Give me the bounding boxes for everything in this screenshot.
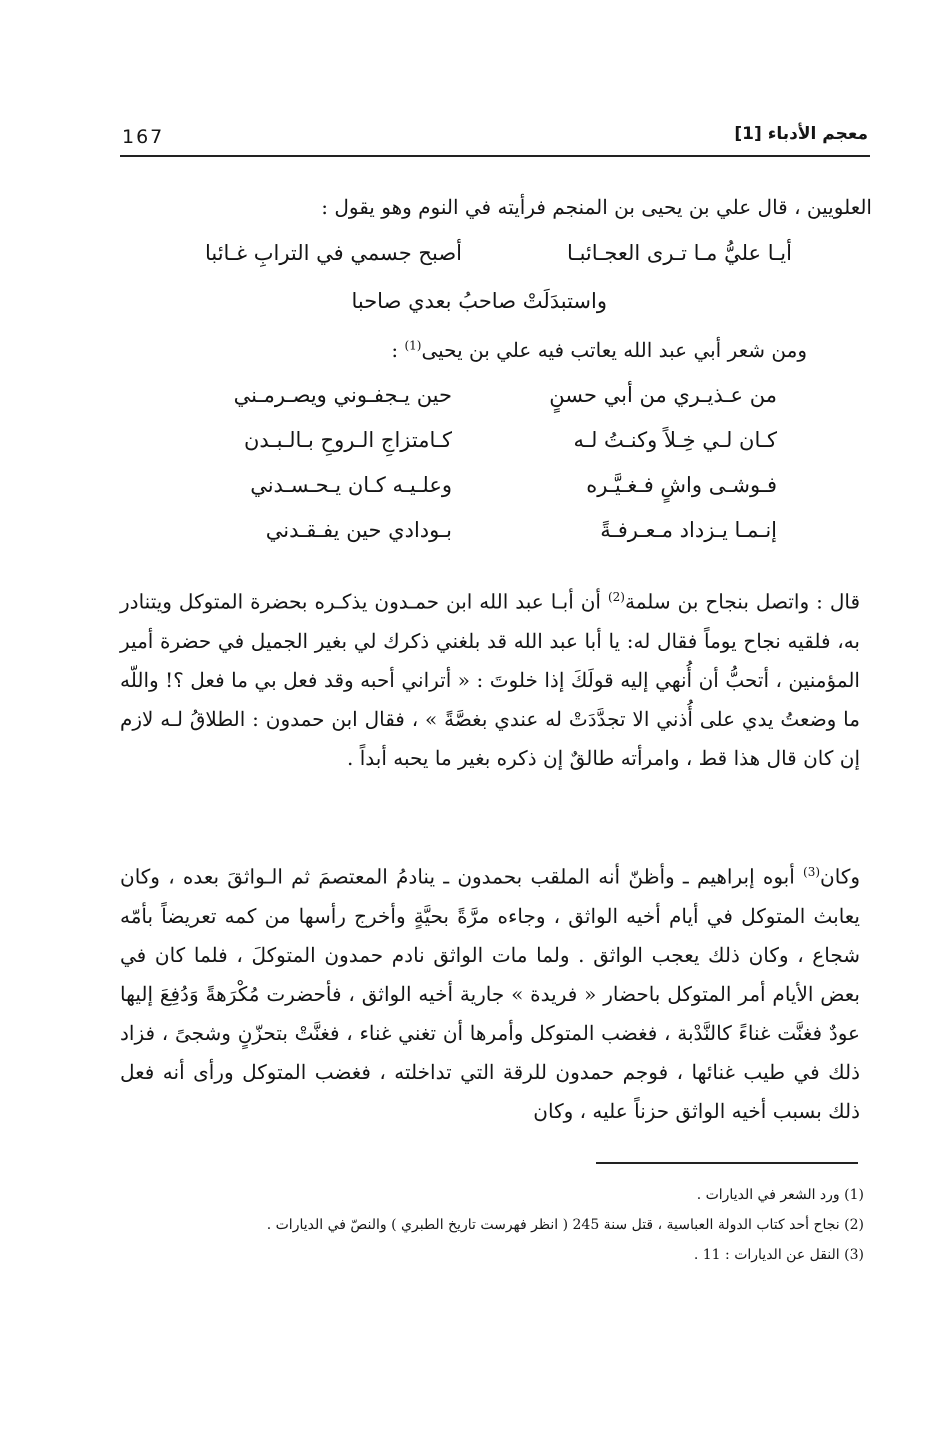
intro2-colon: : xyxy=(391,338,405,362)
intro-line: العلويين ، قال علي بن يحيى بن المنجم فرأيته في النوم وهو يقول : xyxy=(321,195,872,219)
footnote-1: (1) ورد الشعر في الديارات . xyxy=(696,1187,864,1203)
paragraph-1-body: أن أبـا عبد الله ابن حمـدون يذكـره بحضرة المتوكل ويتنادر به، فلقيه نجاح يوماً فقال له: يا أبا عبد الله قد بلغني ذكرك لي بغير الجميل في حضرة أمير المؤمنين ، أتحبُّ أن أُنهي إليه قولَكَ إذا خلوتَ : « أتراني أحبه وقد فعل بي ما فعل ؟! واللّه ما وضعتُ يدي على أُذني الا تجدَّدَتْ له عندي بغصَّةً » ، فقال ابن حمدون : الطلاقُ لـه لازم إن كان قال هذا قط ، وامرأته طالقٌ إن ذكره بغير ما يحبه أبداً . xyxy=(120,589,860,770)
poem2-verse-1-left: حين يـجفـوني ويصـرمـني xyxy=(233,383,452,407)
poem1-hemistich-right: أيـا عليُّ مـا تـرى العجـائبـا xyxy=(567,241,792,265)
paragraph-1 xyxy=(120,578,860,778)
page-number: 167 xyxy=(122,126,165,148)
header-rule xyxy=(120,155,870,157)
poem2-verse-3-right: فـوشـى واشٍ فـغـيَّـره xyxy=(586,473,777,497)
footnote-rule xyxy=(596,1162,858,1164)
poem2-verse-4-left: بـودادي حين يفـقـدني xyxy=(265,518,452,542)
footnote-3: (3) النقل عن الديارات : 11 . xyxy=(693,1247,864,1263)
paragraph-1-lead: قال : واتصل بنجاح بن سلمة xyxy=(624,589,861,614)
poem1-hemistich-left: أصبح جسمي في الترابِ غـائبا xyxy=(204,241,462,265)
intro2-line xyxy=(391,338,807,362)
running-title: معجم الأدباء [1] xyxy=(734,124,868,144)
poem1-second-verse: واستبدَلَتْ صاحبُ بعدي صاحبا xyxy=(351,289,607,313)
intro2-text: ومن شعر أبي عبد الله يعاتب فيه علي بن يحيى xyxy=(421,338,807,362)
paragraph-2-lead: وكان xyxy=(820,864,860,889)
footnote-2: (2) نجاح أحد كتاب الدولة العباسية ، قتل سنة 245 ( انظر فهرست تاريخ الطبري ) والنصّ في الديارات . xyxy=(266,1217,864,1233)
poem2-verse-4-right: إنـمـا يـزداد مـعـرفـةً xyxy=(600,518,777,542)
poem2-verse-2-right: كـان لـي خِـلاً وكنـتُ لـه xyxy=(573,428,777,452)
poem2-verse-2-left: كـامتزاجِ الـروحِ بـالـبـدن xyxy=(243,428,452,452)
poem2-verse-3-left: وعلـيـه كـان يـحـسـدني xyxy=(250,473,452,497)
footnote-marker-1: (1) xyxy=(404,338,422,353)
poem2-verse-1-right: من عـذيـري من أبي حسنٍ xyxy=(549,383,777,407)
footnote-marker-2: (2) xyxy=(607,590,625,604)
paragraph-2-body: أبوه إبراهيم ـ وأظنّ أنه الملقب بحمدون ـ ينادمُ المعتصمَ ثم الـواثقَ بعده ، وكان يعابث المتوكل في أيام أخيه الواثق ، وجاءه مرَّةً بحيَّةٍ وأخرج رأسها من كمه تعريضاً بأمّه شجاع ، وكان ذلك يعجب الواثق . ولما مات الواثق نادم حمدون المتوكلَ ، فلما كان في بعض الأيام أمر المتوكل باحضار « فريدة » جارية أخيه الواثق ، فأحضرت مُكْرَهةً وَدُفِعَ إليها عودٌ فغنَّت غناءً كالنَّدْبة ، فغضب المتوكل وأمرها أن تغني غناء ، فغنَّتْ بتحزّنٍ وشجىً ، فزاد ذلك في طيب غنائها ، فوجم حمدون للرقة التي تداخلته ، فغضب المتوكل ورأى أنه فعل ذلك بسبب أخيه الواثق حزناً عليه ، وكان xyxy=(120,864,860,1123)
paragraph-2 xyxy=(120,853,860,1131)
footnote-marker-3: (3) xyxy=(803,865,821,879)
